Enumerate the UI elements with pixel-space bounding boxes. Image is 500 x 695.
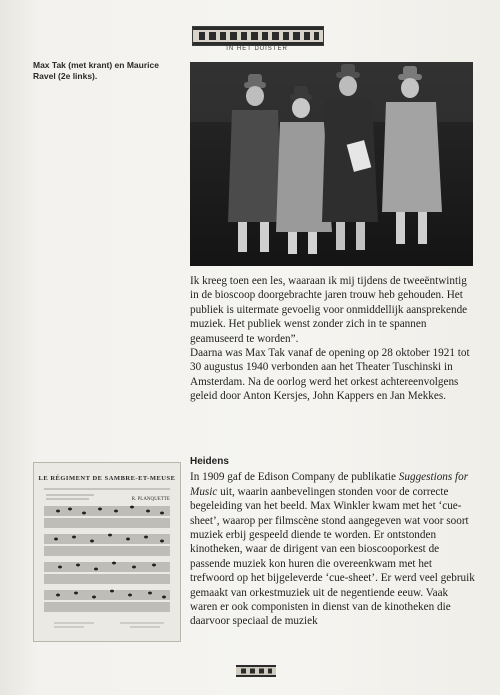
header-film-strip-banner: [192, 26, 324, 46]
paragraph-edison: In 1909 gaf de Edison Company de publikatie Suggestions for Music uit, waarin aanbevelingen stonden voor de correcte begeleiding van het beeld. Max Winkler kwam met het ‘cue-sheet’, waarop per filmscène stond aangegeven wat voor soort muziek erbij gespeeld diende te worden. Er ontstonden kinotheken, waar de dirigent van een bioscooporkest de passende muziek kon huren die overeenkwam met het trefwoord op het bijgeleverde ‘cue-sheet’. Er werd veel gebruik gemaakt van orkestmuziek uit de negentiende eeuw. Vaak waren er ook componisten in dienst van de kinotheken die daarvoor speciaal de muziek: [190, 471, 475, 628]
publication-title: Suggestions for Music: [190, 471, 469, 498]
photo-caption: Max Tak (met krant) en Maurice Ravel (2e links).: [33, 60, 159, 81]
photo-four-men-icon: [190, 62, 473, 266]
body-text-upper: [190, 274, 475, 404]
paragraph-quote-end: Ik kreeg toen een les, waaraan ik mij tijdens de tweeëntwintig in de bioscoop doorgebrachte jaren trouw heb gehouden. Het publiek is uitermate gevoelig voor onmiddellijk aansprekende muziek. Het publiek wenst zonder zich in te spannen geamuseerd te worden”.: [190, 275, 468, 345]
paragraph-tuschinski: Daarna was Max Tak vanaf de opening op 28 oktober 1921 tot 30 augustus 1940 verbonden aan het Theater Tuschinski in Amsterdam. Na de oorlog werd het orkest achtereenvolgens geleid door Anton Kersjes, John Kappers en Jan Mekkes.: [190, 347, 470, 403]
section-heading: Heidens: [190, 456, 229, 467]
film-strip-icon: [193, 27, 323, 45]
running-header: IN HET DUISTER: [226, 46, 288, 52]
body-text-heidens: [190, 455, 475, 629]
historical-photo: [190, 62, 473, 266]
sheet-music-title: LE RÉGIMENT DE SAMBRE-ET-MEUSE: [38, 475, 176, 482]
sheet-music-author: R. PLANQUETTE: [131, 497, 170, 502]
page-number-ornament: [236, 664, 276, 676]
film-strip-page-number-icon: [236, 665, 276, 677]
sheet-music-image: [33, 462, 181, 642]
music-staves-icon: [34, 463, 180, 641]
